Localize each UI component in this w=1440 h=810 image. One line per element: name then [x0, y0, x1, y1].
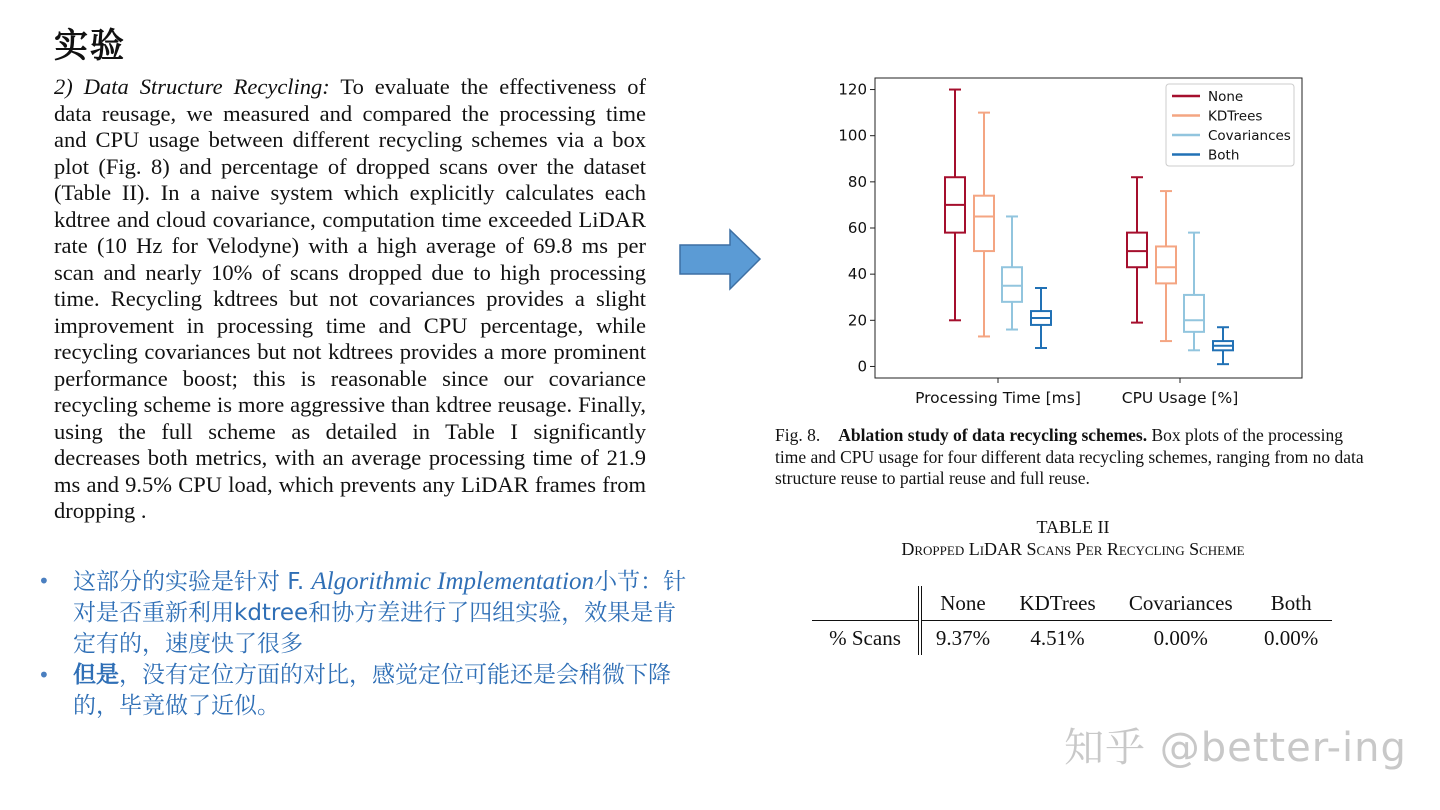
y-tick-label: 80: [847, 172, 867, 191]
table-header-cell: None: [940, 590, 986, 615]
legend-label: Covariances: [1208, 128, 1291, 144]
note-text: 这部分的实验是针对 F.: [73, 569, 312, 595]
slide-title: 实验: [54, 26, 126, 66]
table-cell: % Scans: [812, 621, 920, 656]
legend-label: KDTrees: [1208, 108, 1263, 125]
caption-title: Ablation study of data recycling schemes.: [838, 425, 1148, 445]
table-header-row: [812, 586, 1332, 621]
y-tick-label: 60: [847, 219, 867, 237]
bullet-icon: •: [38, 569, 50, 593]
table-header-cell: KDTrees: [1019, 590, 1096, 615]
box: [1127, 233, 1147, 268]
note-text: ，没有定位方面的对比，感觉定位可能还是会稍微下降的，毕竟做了近似。: [73, 662, 671, 719]
table-header-cell: Covariances: [1128, 590, 1233, 615]
legend-label: None: [1208, 89, 1244, 105]
table-cell: 0.00%: [1264, 625, 1319, 650]
table-header-cell: Both: [1270, 590, 1312, 615]
caption-text: Box plots of the processing time and CPU usage for four different data recycling schemes, ranging from no data structure reuse to partial reuse and full reuse.: [775, 425, 1364, 488]
y-tick-label: 120: [838, 80, 867, 99]
table-header-cell: [812, 586, 920, 621]
box-plot-chart: [820, 70, 1320, 410]
box: [1156, 246, 1176, 283]
watermark: 知乎 @better-ing: [1064, 725, 1407, 771]
note-item: [38, 660, 698, 722]
figure-caption: [775, 425, 1375, 490]
y-tick-label: 20: [847, 311, 867, 330]
table-cell: 9.37%: [935, 625, 991, 650]
right-arrow-icon: [678, 228, 764, 292]
figure-label: Fig. 8.: [775, 425, 821, 445]
box: [1184, 295, 1204, 332]
notes-list: [38, 566, 698, 722]
table-cell: 4.51%: [1030, 625, 1085, 650]
note-italic: Algorithmic Implementation: [311, 568, 595, 595]
note-bold: 但是: [73, 662, 119, 688]
y-tick-label: 40: [847, 265, 867, 284]
paragraph-body: To evaluate the effectiveness of data reusage, we measured and compared the processing time and CPU usage between different recycling schemes via a box plot (Fig. 8) and percentage of dropped scans over the dataset (Table II). In a naive system which explicitly calculates each kdtree and cloud covariance, computation time exceeded LiDAR rate (10 Hz for Velodyne) with a high average of 69.8 ms per scan and nearly 10% of scans dropped due to high processing time. Recycling kdtrees but not covariances provides a slight improvement in processing time and CPU percentage, while recycling covariances but not kdtrees provides a more prominent performance boost; this is reasonable since our covariance recycling scheme is more aggressive than kdtree reusage. Finally, using the full scheme as detailed in Table I significantly decreases both metrics, with an average processing time of 21.9 ms and 9.5% CPU load, which prevents any LiDAR frames from dropping .: [54, 74, 646, 523]
y-tick-label: 100: [838, 126, 867, 145]
note-text: 小节：针对是否重新利用kdtree和协方差进行了四组实验，效果是肯定有的，速度快了很多: [73, 569, 687, 657]
box: [1002, 267, 1022, 302]
table-heading: [775, 516, 1371, 560]
box: [974, 196, 994, 251]
table-label: TABLE II: [1036, 517, 1110, 537]
section-heading: 2) Data Structure Recycling:: [54, 74, 330, 99]
bullet-icon: •: [38, 663, 50, 687]
table-subtitle: Dropped LiDAR Scans Per Recycling Scheme: [901, 539, 1245, 559]
paper-paragraph: [54, 74, 646, 525]
legend-label: Both: [1208, 147, 1240, 164]
x-tick-label: Processing Time [ms]: [915, 389, 1081, 407]
y-tick-label: 0: [857, 357, 867, 376]
table-row: [812, 621, 1332, 656]
x-tick-label: CPU Usage [%]: [1121, 389, 1239, 407]
note-item: [38, 566, 698, 660]
dropped-scans-table: [812, 586, 1332, 655]
table-cell: 0.00%: [1153, 625, 1208, 650]
